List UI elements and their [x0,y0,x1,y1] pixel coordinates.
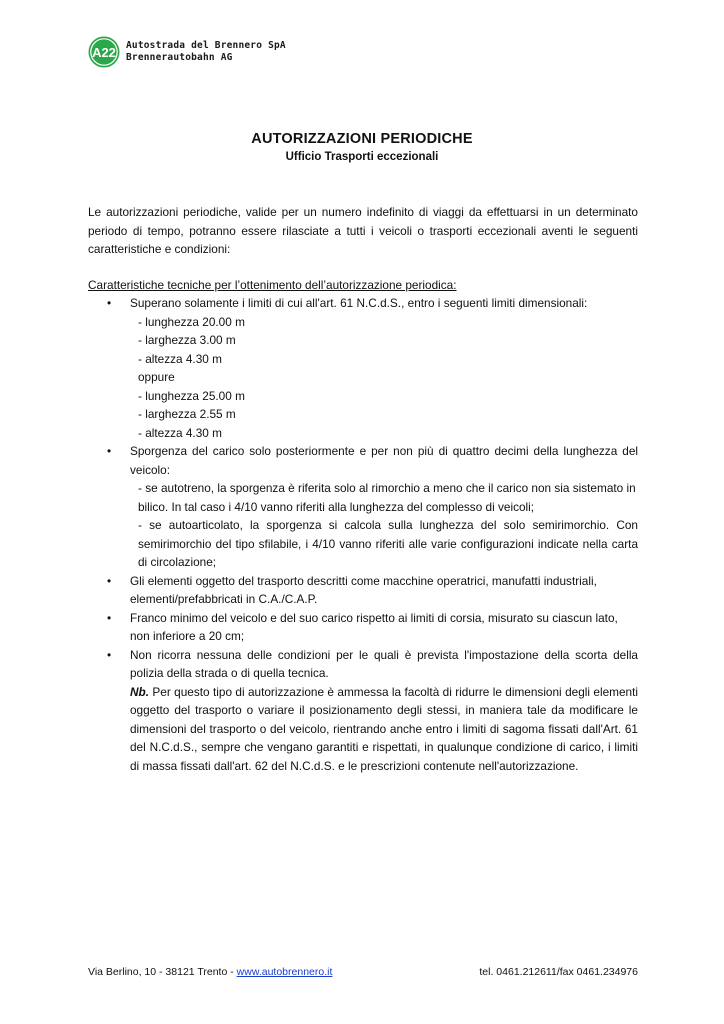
footer-address [88,966,332,978]
nb-label: Nb. [130,684,150,699]
bullet-icon: • [107,573,112,588]
bullet-5-text: Non ricorra nessuna delle condizioni per le quali è prevista l'impostazione della scorta della polizia della strada o di quella tecnica. [130,647,638,680]
list-item [88,572,638,609]
limit-item: - larghezza 3.00 m [138,333,236,347]
overhang-detail-1: - se autotreno, la sporgenza è riferita solo al rimorchio a meno che il carico non sia sistemato in bilico. In tal caso i 4/10 vanno riferiti alla lunghezza del complesso di veicoli; [138,481,636,514]
a22-badge-icon [88,36,120,68]
nb-text: Per questo tipo di autorizzazione è ammessa la facoltà di ridurre le dimensioni degli elementi oggetto del trasporto o variare il posizionamento degli stessi, in maniera tale da modificare le dimensioni del trasporto o del veicolo, rientrando anche entro i limiti di sagoma fissati dall'Art. 61 del N.C.d.S., sempre che vengano garantiti e rispettati, in qualunque condizione di carico, i limiti di massa fissati dall'art. 62 del N.C.d.S. e le prescrizioni contenute nell'autorizzazione. [130,684,638,773]
list-item [88,646,638,683]
requirements-list [88,294,638,775]
limit-item: - lunghezza 20.00 m [138,314,245,329]
list-item [88,442,638,479]
logo-line-2: Brennerautobahn AG [126,52,233,63]
intro-paragraph: Le autorizzazioni periodiche, valide per un numero indefinito di viaggi da effettuarsi in un determinato periodo di tempo, potranno essere rilasciate a tutti i veicoli o trasporti eccezionali aventi le seguenti caratteristiche e condizioni: [88,205,638,256]
logo-badge-text: A22 [92,45,116,60]
page-title: AUTORIZZAZIONI PERIODICHE [251,131,473,147]
list-item [88,609,638,646]
limit-item: - larghezza 2.55 m [138,407,236,421]
bullet-2-text: Sporgenza del carico solo posteriormente e per non più di quattro decimi della lunghezza del veicolo: [130,444,638,477]
footer-contacts: tel. 0461.212611/fax 0461.234976 [479,966,638,978]
bullet-icon: • [107,610,112,625]
bullet-4-text: Franco minimo del veicolo e del suo carico rispetto ai limiti di corsia, misurato su ciascun lato, non inferiore a 20 cm; [130,610,618,643]
footer-website-link[interactable]: www.autobrennero.it [236,966,333,978]
logo-line-1: Autostrada del Brennero SpA [126,40,286,51]
bullet-1-text: Superano solamente i limiti di cui all'art. 61 N.C.d.S., entro i seguenti limiti dimensionali: [130,296,588,310]
page-subtitle: Ufficio Trasporti eccezionali [285,151,439,163]
bullet-icon: • [107,444,112,458]
list-item [88,294,638,313]
company-logo [88,36,286,68]
limit-item: - altezza 4.30 m [138,351,222,366]
dimension-limits [88,313,638,443]
logo-wordmark [126,40,286,64]
footer-address-text: Via Berlino, 10 - 38121 Trento - [88,966,237,978]
bullet-icon: • [107,296,112,310]
limit-item: oppure [138,370,175,384]
nb-note [88,683,638,776]
bullet-3-text: Gli elementi oggetto del trasporto descritti come macchine operatrici, manufatti industriali, elementi/prefabbricati in C.A./C.A.P. [130,573,597,606]
limit-item: - altezza 4.30 m [138,425,222,440]
overhang-detail-2: - se autoarticolato, la sporgenza si calcola sulla lunghezza del solo semirimorchio. Con semirimorchio del tipo sfilabile, i 4/10 vanno riferiti alle varie configurazioni indicate nella carta di circolazione; [138,518,638,569]
bullet-icon: • [107,647,112,662]
section-heading: Caratteristiche tecniche per l’ottenimento dell’autorizzazione periodica: [88,278,457,292]
limit-item: - lunghezza 25.00 m [138,388,245,403]
